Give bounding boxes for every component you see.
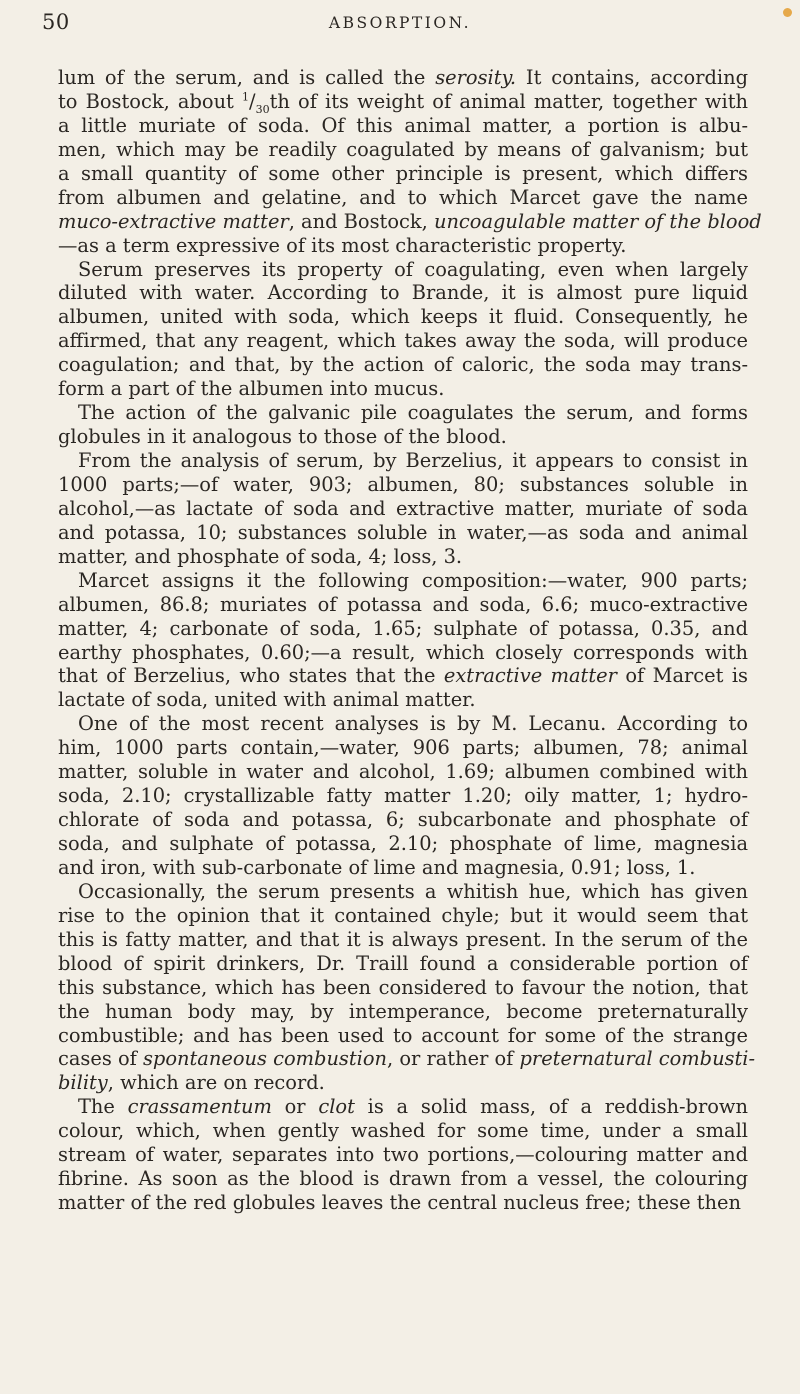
text-run: extractive matter [443,664,617,688]
text-run: / [249,89,256,113]
text-line [58,617,748,641]
text-run: affirmed, that any reagent, which takes away the soda, will produce [58,329,748,353]
text-line [58,305,748,329]
paragraph [58,569,748,713]
text-run: One of the most recent analyses is by M. Lecanu. According to [78,712,748,736]
text-line [58,162,748,186]
text-run: soda, and sulphate of potassa, 2.10; phosphate of lime, magnesia [58,832,748,855]
text-run: or [271,1095,319,1119]
text-run: chlorate of soda and potassa, 6; subcarbonate and phosphate of [58,808,748,832]
text-line [58,66,748,90]
text-run: rise to the opinion that it contained chyle; but it would seem that [58,903,748,927]
text-run: the human body may, by intemperance, become preternaturally [58,999,748,1023]
paragraph [58,258,748,402]
text-run: blood of spirit drinkers, Dr. Traill found a considerable portion of [58,951,748,975]
text-run: It contains, according [516,66,748,89]
text-run: this is fatty matter, and that it is always present. In the serum of the [58,927,748,951]
text-line [58,209,762,234]
text-run: and potassa, 10; substances soluble in water,—as soda and animal [58,520,748,544]
text-line [58,234,748,258]
text-run: coagulation; and that, by the action of caloric, the soda may trans- [58,353,748,377]
text-line [58,1071,748,1095]
text-run: serosity. [435,66,517,89]
text-run: cases of [58,1047,143,1071]
text-line [58,736,748,760]
text-line [58,641,748,665]
text-run: men, which may be readily coagulated by means of galvanism; but [58,137,748,161]
text-run: , which are on record. [107,1071,325,1095]
text-run: , and Bostock, [288,209,434,233]
text-line [58,1119,748,1143]
text-run: crassamentum [127,1095,272,1119]
text-line [58,1047,756,1071]
text-run: The action of the galvanic pile coagulates the serum, and forms [78,401,748,425]
text-line [58,186,748,210]
text-run: globules in it analogous to those of the blood. [58,425,507,449]
text-line [58,569,748,593]
text-line [58,329,748,353]
paragraph [58,401,748,449]
text-line [58,808,748,832]
text-line [58,952,748,976]
text-line [58,760,748,784]
text-run: matter, and phosphate of soda, 4; loss, 3. [58,544,463,568]
text-run: clot [318,1095,355,1119]
text-line [58,425,748,449]
text-line [58,138,748,162]
text-line [58,1191,748,1215]
text-run: lum of the serum, and is called the [58,66,436,89]
text-run: From the analysis of serum, by Berzelius, it appears to consist in [78,449,748,472]
text-run: a small quantity of some other principle is present, which differs [58,161,748,185]
text-run: matter, 4; carbonate of soda, 1.65; sulphate of potassa, 0.35, and [58,616,748,640]
paragraph [58,66,762,258]
text-run: muco-extractive matter [58,209,289,233]
text-line [58,353,748,377]
text-line [58,880,748,904]
paragraph [58,1095,748,1215]
text-run: and iron, with sub-carbonate of lime and magnesia, 0.91; loss, 1. [58,855,696,879]
text-run: lactate of soda, united with animal matter. [58,688,476,712]
paragraph [58,879,756,1095]
text-run: is a solid mass, of a reddish-brown [354,1095,748,1119]
text-run: uncoagulable matter of the blood [433,209,762,233]
text-run: stream of water, separates into two portions,—colouring matter and [58,1143,748,1167]
text-line [58,473,748,497]
text-run: bility [58,1071,108,1095]
text-line [58,688,748,712]
text-run: preternatural combusti- [519,1047,756,1071]
text-run: Marcet assigns it the following composition:—water, 900 parts; [78,568,748,592]
text-run: th of its weight of animal matter, together with [269,89,748,113]
text-line [58,712,748,736]
text-run: —as a term expressive of its most characteristic property. [58,233,627,257]
text-run: spontaneous combustion [142,1047,388,1071]
text-run: The [78,1095,128,1119]
text-run: form a part of the albumen into mucus. [58,377,445,401]
text-line [58,401,748,425]
text-run: fibrine. As soon as the blood is drawn from a vessel, the colouring [58,1167,748,1191]
text-run: alcohol,—as lactate of soda and extractive matter, muriate of soda [58,496,748,520]
text-line [58,593,748,617]
text-line [58,545,748,569]
text-line [58,1024,748,1048]
text-run: 30 [255,102,270,116]
text-line [58,784,748,808]
text-line [58,521,748,545]
text-run: a little muriate of soda. Of this animal matter, a portion is albu- [58,113,748,137]
text-line [58,1095,748,1119]
text-line [58,928,748,952]
text-run: soda, 2.10; crystallizable fatty matter 1.20; oily matter, 1; hydro- [58,784,748,808]
text-run: matter of the red globules leaves the central nucleus free; these then [58,1191,741,1215]
text-line [58,497,748,521]
text-line [58,258,748,282]
text-run: 1 [242,90,250,104]
text-run: this substance, which has been considered to favour the notion, that [58,975,748,999]
text-line [58,114,748,138]
text-run: diluted with water. According to Brande, it is almost pure liquid [58,281,748,305]
page-number: 50 [42,10,70,34]
text-line [58,377,748,401]
text-run: Serum preserves its property of coagulating, even when largely [78,257,748,281]
text-line [58,281,748,305]
paragraph [58,449,748,569]
text-line [58,449,748,473]
running-title: ABSORPTION. [328,14,472,32]
text-run: him, 1000 parts contain,—water, 906 parts; albumen, 78; animal [58,736,748,760]
text-line [58,1000,748,1024]
text-line [58,90,748,114]
text-run: colour, which, when gently washed for some time, under a small [58,1119,748,1143]
text-run: Occasionally, the serum presents a whitish hue, which has given [78,879,748,903]
text-run: from albumen and gelatine, and to which Marcet gave the name [58,185,748,209]
text-run: matter, soluble in water and alcohol, 1.69; albumen combined with [58,760,748,784]
text-line [58,856,748,880]
text-run: earthy phosphates, 0.60;—a result, which closely corresponds with [58,640,748,664]
text-run: albumen, united with soda, which keeps it fluid. Consequently, he [58,305,748,329]
text-run: to Bostock, about [58,89,243,113]
text-run: of Marcet is [616,664,748,688]
text-line [58,832,748,856]
text-line [58,1167,748,1191]
text-run: , or rather of [387,1047,520,1071]
text-line [58,664,748,688]
text-line [58,904,748,928]
text-run: that of Berzelius, who states that the [58,664,444,688]
paragraph [58,712,748,880]
body-text [58,66,762,1215]
text-run: 1000 parts;—of water, 903; albumen, 80; substances soluble in [58,472,748,496]
text-run: combustible; and has been used to account for some of the strange [58,1023,748,1047]
text-run: albumen, 86.8; muriates of potassa and soda, 6.6; muco-extractive [58,592,748,616]
text-line [58,1143,748,1167]
text-line [58,976,748,1000]
